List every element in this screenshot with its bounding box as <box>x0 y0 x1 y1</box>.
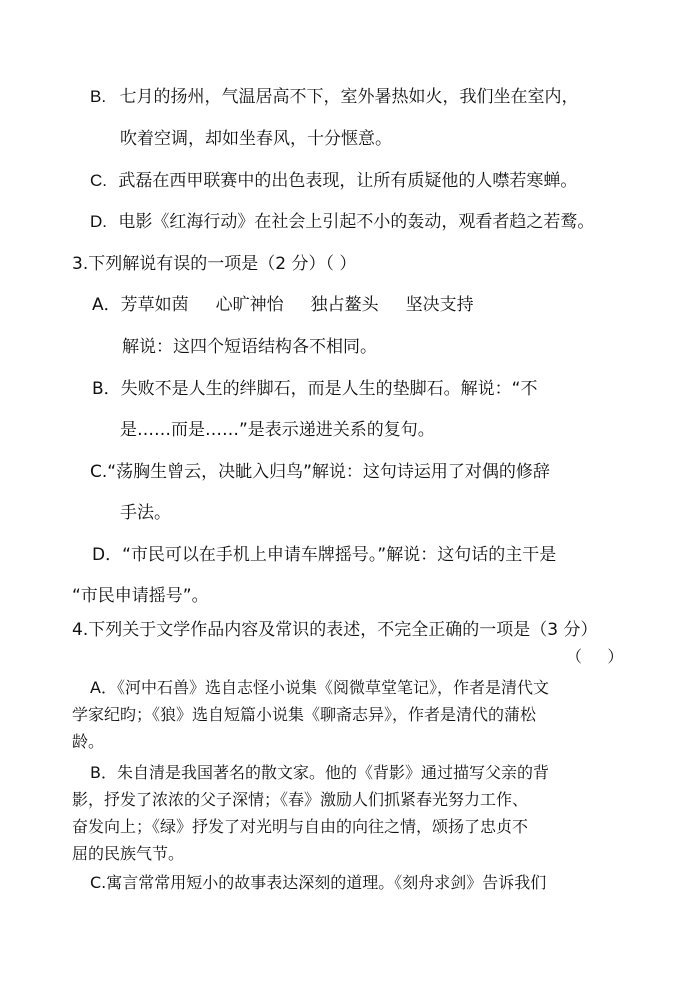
q4-option-c-line1: C.寓言常常用短小的故事表达深刻的道理。《刻舟求剑》告诉我们 <box>90 873 547 892</box>
q2-option-c-label: C. <box>90 171 107 190</box>
q2-option-d-text: 电影《红海行动》在社会上引起不小的轰动，观看者趋之若鹜。 <box>118 212 595 232</box>
q2-option-b-text: 七月的扬州，气温居高不下，室外暑热如火，我们坐在室内， <box>119 87 579 107</box>
q4-stem: 4.下列关于文学作品内容及常识的表述，不完全正确的一项是（3 分） <box>72 620 598 640</box>
q4-option-b-line4: 屈的民族气节。 <box>72 844 185 863</box>
q2-option-d-label: D. <box>90 212 107 231</box>
q2-option-d <box>90 211 594 233</box>
q3-option-c-line1: C.“荡胸生曾云，决眦入归鸟”解说：这句诗运用了对偶的修辞 <box>90 462 550 482</box>
q2-option-b-label: B. <box>90 87 107 106</box>
q3-option-d-line2: “市民申请摇号”。 <box>72 586 209 606</box>
q3-option-b-line1: B．失败不是人生的绊脚石，而是人生的垫脚石。解说：“不 <box>92 379 538 399</box>
q4-option-a-line3: 龄。 <box>72 732 105 751</box>
q2-option-b-line2: 吹着空调，却如坐春风，十分惬意。 <box>120 129 392 149</box>
q2-option-b-line1 <box>90 86 578 108</box>
q4-option-a-line1: A．《河中石兽》选自志怪小说集《阅微草堂笔记》，作者是清代文 <box>90 678 549 697</box>
q4-option-b-line1: B．朱自清是我国著名的散文家。他的《背影》通过描写父亲的背 <box>90 763 549 782</box>
q3-stem: 3.下列解说有误的一项是（2 分）（ ） <box>72 254 357 274</box>
q3-option-b-line2: 是……而是……”是表示递进关系的复句。 <box>120 420 435 440</box>
q4-option-b-line3: 奋发向上；《绿》抒发了对光明与自由的向往之情，颂扬了忠贞不 <box>72 817 529 836</box>
q2-option-c-text: 武磊在西甲联赛中的出色表现，让所有质疑他的人噤若寒蝉。 <box>118 171 578 191</box>
q3-option-a-line1: A．芳草如茵 心旷神怡 独占鳌头 坚决支持 <box>92 295 474 315</box>
q4-answer-paren: （ ） <box>566 647 624 666</box>
q3-option-a-line2: 解说：这四个短语结构各不相同。 <box>122 337 377 357</box>
q3-option-c-line2: 手法。 <box>120 503 171 523</box>
q4-option-b-line2: 影，抒发了浓浓的父子深情；《春》激励人们抓紧春光努力工作、 <box>72 790 529 809</box>
q2-option-c <box>90 170 577 192</box>
q4-option-a-line2: 学家纪昀；《狼》选自短篇小说集《聊斋志异》，作者是清代的蒲松 <box>72 705 537 724</box>
q3-option-d-line1: D．“市民可以在手机上申请车牌摇号。”解说：这句话的主干是 <box>92 545 557 565</box>
